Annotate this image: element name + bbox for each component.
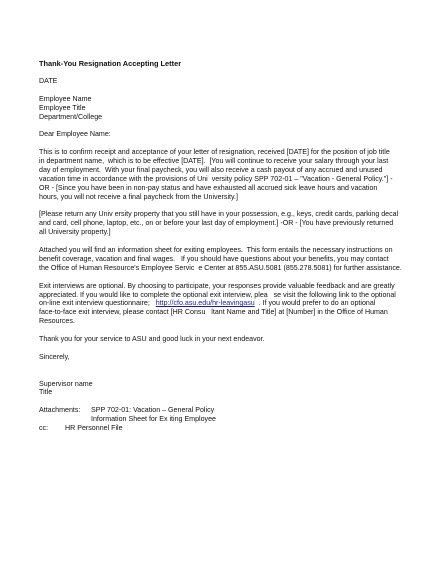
- employee-department: Department/College: [39, 112, 103, 121]
- attachments-row: [39, 406, 404, 424]
- paragraph-line: and card, cell phone, laptop, etc., on or before your last day of employment.] -OR - [You have previously returned: [39, 219, 394, 228]
- paragraph-line: hours, you will not receive a final paycheck from the University.]: [39, 192, 238, 201]
- signature-title: Title: [39, 388, 53, 397]
- paragraph-property: [39, 210, 404, 237]
- paragraph-confirmation: [39, 148, 404, 201]
- paragraph-line: vacation time in accordance with the provisions of Uni versity policy SPP 702-01 – "Vacation - General Policy."] -: [39, 174, 393, 183]
- paragraph-line: appreciated. If you would like to complete the optional exit interview, plea se visit the following link to the optional: [39, 290, 396, 299]
- paragraph-line: face-to-face exit interview, please contact [HR Consu ltant Name and Title] at [Number] in the Office of Human: [39, 308, 388, 317]
- paragraph-exit-interview: [39, 282, 404, 327]
- paragraph-line: day of employment. With your final paycheck, you will also receive a cash payout of any accrued and unused: [39, 165, 383, 174]
- letter-page: [39, 60, 404, 433]
- link-prefix: on-line exit interview questionnaire;: [39, 299, 156, 308]
- closing: Sincerely,: [39, 352, 70, 361]
- paragraph-attachments-info: [39, 246, 404, 273]
- cc-row: [39, 424, 404, 433]
- employee-title: Employee Title: [39, 103, 86, 112]
- paragraph-thank-you: [39, 335, 404, 344]
- paragraph-line: [Please return any Univ ersity property that you still have in your possession, e.g., keys, credit cards, parking decal: [39, 210, 399, 219]
- paragraph-line: Attached you will find an information sheet for exiting employees. This form entails the necessary instructions on: [39, 246, 393, 255]
- cc-label: cc:: [39, 424, 49, 433]
- link-suffix: . If you would prefer to do an optional: [254, 299, 376, 308]
- employee-name: Employee Name: [39, 94, 92, 103]
- paragraph-line: in department name, which is to be effective [DATE]. [You will continue to receive your salary through your last: [39, 157, 389, 166]
- paragraph-line: Exit interviews are optional. By choosing to participate, your responses provide valuable feedback and are greatly: [39, 281, 395, 290]
- paragraph-line: This is to confirm receipt and acceptance of your letter of resignation, received [DATE] for the position of job title: [39, 148, 390, 157]
- paragraph-line: benefit coverage, vacation and final wages. If you should have questions about your benefits, you may contact: [39, 254, 389, 263]
- cc-value: HR Personnel File: [65, 424, 123, 433]
- signature-name: Supervisor name: [39, 379, 93, 388]
- attachment-item: SPP 702-01: Vacation – General Policy: [91, 406, 215, 415]
- paragraph-line-with-link: [39, 299, 404, 308]
- attachments-list: [91, 406, 216, 424]
- paragraph-line: the Office of Human Resource's Employee Servic e Center at 855.ASU.5081 (855.278.5081) for further assistance.: [39, 263, 402, 272]
- letter-date: DATE: [39, 76, 58, 85]
- letter-title: Thank-You Resignation Accepting Letter: [39, 59, 182, 68]
- paragraph-line: OR - [Since you have been in non-pay status and have exhausted all accrued sick leave hours and vacation: [39, 183, 378, 192]
- exit-interview-link[interactable]: http://cfo.asu.edu/hr-leavingasu: [155, 299, 255, 308]
- salutation: Dear Employee Name:: [39, 130, 111, 139]
- paragraph-line: Resources.: [39, 317, 75, 326]
- paragraph-line: Thank you for your service to ASU and good luck in your next endeavor.: [39, 335, 265, 344]
- paragraph-line: all University property.]: [39, 228, 111, 237]
- attachment-item: Information Sheet for Ex iting Employee: [91, 415, 216, 424]
- attachments-label: Attachments:: [39, 406, 81, 415]
